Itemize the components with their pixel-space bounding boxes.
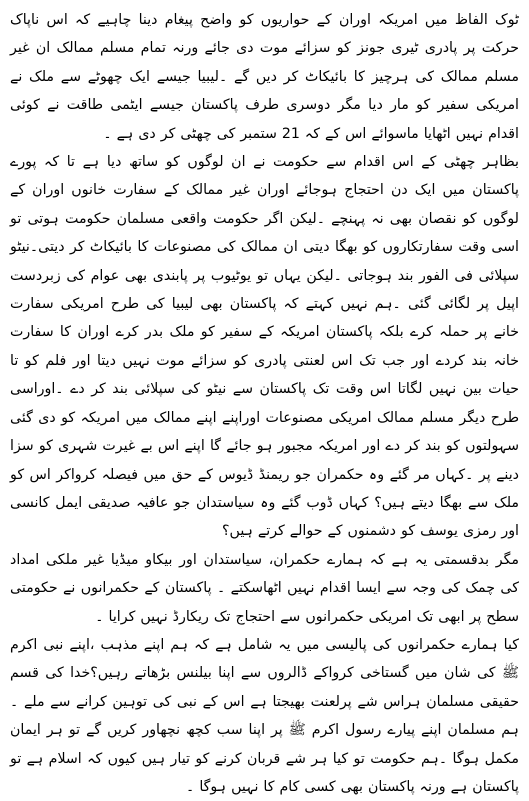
paragraph-1: ٹوک الفاظ میں امریکہ اوران کے حواریوں کو واضح پیغام دینا چاہیے کہ اس ناپاک حرکت پر پادری ٹیری جونز کو سزائے موت دی جائے ورنہ تمام مسلم ممالک ان غیر مسلم ممالک کی ہرچیز کا بائیکاٹ کر دیں گے ۔لیبیا جیسے ایک چھوٹے سے ملک نے امریکی سفیر کو مار دیا مگر دوسری طرف پاکستان جیسے ایٹمی طاقت نے کوئی اقدام نہیں اٹھایا ماسوائے اس کے کہ 21 ستمبر کی چھٹی کر دی ہے ۔ xyxy=(10,12,519,142)
paragraph-4: کیا ہمارے حکمرانوں کی پالیسی میں یہ شامل ہے کہ ہم اپنے مذہب ،اپنے نبی اکرم ﷺ کی شان میں گستاخی کرواکے ڈالروں سے اپنا بیلنس بڑھاتے رہیں؟خدا کی قسم حقیقی مسلمان ہراس شے پرلعنت بھیجتا ہے اس کے نبی کی توہین کرانے سے ملے ۔ہم مسلمان اپنے پیارے رسول اکرم ﷺ پر اپنا سب کچھ نچھاور کریں گے تو ہر ایمان مکمل ہوگا ۔ہم حکومت تو کیا ہر شے قربان کرنے کو تیار ہیں کیوں کہ اسلام ہے تو پاکستان ہے ورنہ پاکستان بھی کسی کام کا نہیں ہوگا ۔ xyxy=(10,636,519,795)
paragraph-3: مگر بدقسمتی یہ ہے کہ ہمارے حکمران، سیاستدان اور بیکاو میڈیا غیر ملکی امداد کی چمک کی وجہ سے ایسا اقدام نہیں اٹھاسکتے ۔ پاکستان کے حکمرانوں نے حکومتی سطح پر ابھی تک امریکی حکمرانوں سے احتجاج تک ریکارڈ نہیں کرایا ۔ xyxy=(10,551,519,625)
paragraph-2: بظاہر چھٹی کے اس اقدام سے حکومت نے ان لوگوں کو ساتھ دیا ہے تا کہ پورے پاکستان میں ایک دن احتجاج ہوجائے اوران غیر ممالک کے سفارت خانوں اوران کے لوگوں کو نقصان بھی نہ پہنچے ۔لیکن اگر حکومت واقعی مسلمان حکومت ہوتی تو اسی وقت سفارتکاروں کو بھگا دیتی ان ممالک کی مصنوعات کا بائیکاٹ کر دیتی۔نیٹو سپلائی فی الفور بند ہوجاتی ۔لیکن یہاں تو یوٹیوب پر پابندی بھی عوام کی زبردست اپیل پر لگائی گئی ۔ہم نہیں کہتے کہ پاکستان بھی لیبیا کی طرح امریکی سفارت خانے پر حملہ کرے بلکہ پاکستان امریکہ کے سفیر کو ملک بدر کرے اوران کا سفارت خانہ بند کردے اور جب تک اس لعنتی پادری کو سزائے موت نہیں دیتا اور فلم کو تا حیات بین نہیں لگاتا اس وقت تک پاکستان سے نیٹو کی سپلائی بند کر دے ۔اوراسی طرح دیگر مسلم ممالک امریکی مصنوعات اوراپنے اپنے ممالک میں امریکہ کو دی گئی سہولتوں کو بند کر دے اور امریکہ مجبور ہو جائے گا اپنے اس بے غیرت شہری کو سزا دینے پر ۔کہاں مر گئے وہ حکمران جو ریمنڈ ڈیوس کے حق میں فیصلہ کرواکر اس کو ملک سے بھگا دیتے ہیں؟ کہاں ڈوب گئے وہ سیاستدان جو عافیہ صدیقی ایمل کانسی اور رمزی یوسف کو دشمنوں کے حوالے کرتے ہیں؟ xyxy=(10,154,519,540)
